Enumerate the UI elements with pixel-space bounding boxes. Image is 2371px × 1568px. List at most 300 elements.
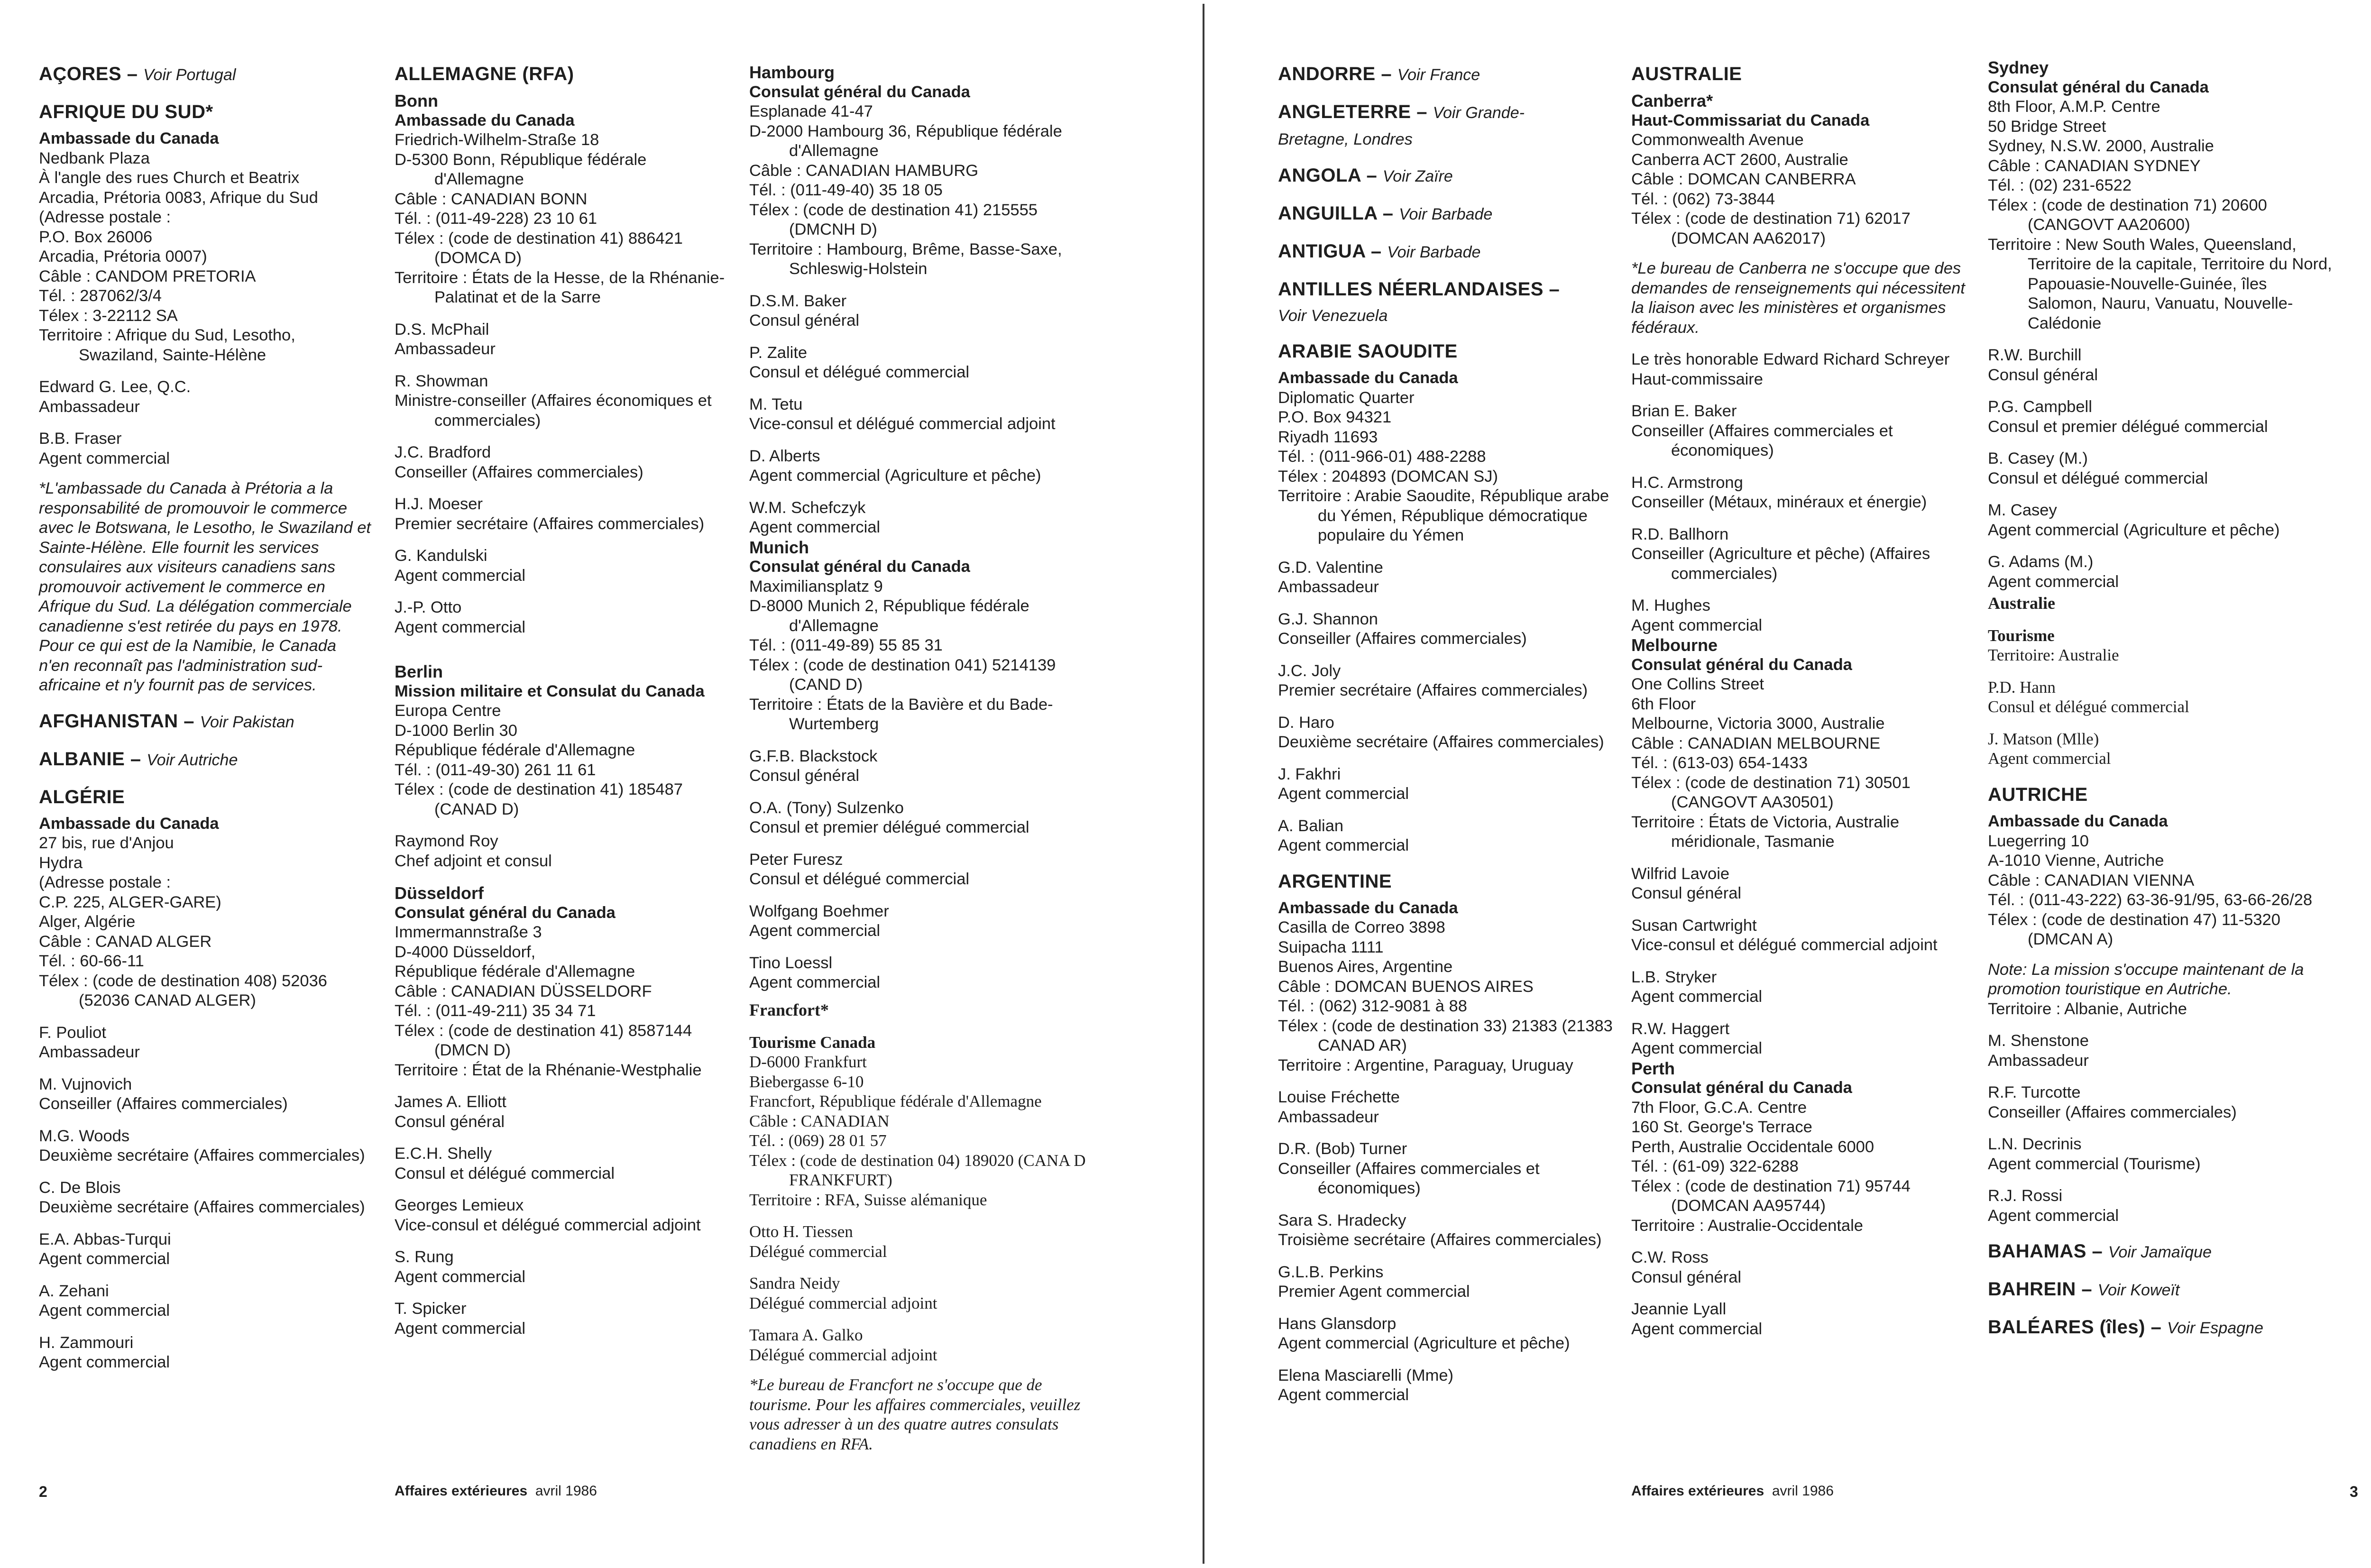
entry-line: Troisième secrétaire (Affaires commerciales) bbox=[1278, 1231, 1602, 1249]
spacer bbox=[1278, 597, 1619, 610]
spacer bbox=[749, 734, 1091, 747]
spacer bbox=[39, 1269, 371, 1282]
entry-line: Agent commercial bbox=[395, 1267, 526, 1286]
entry-line: Agent commercial bbox=[39, 1302, 170, 1320]
spacer bbox=[1988, 717, 2339, 729]
entry-line: Agent commercial bbox=[1988, 1206, 2119, 1225]
entry-line: O.A. (Tony) Sulzenko bbox=[749, 798, 904, 817]
spacer bbox=[39, 1114, 371, 1127]
entry-line: Tél. : (011-966-01) 488-2288 bbox=[1278, 448, 1486, 466]
entry-line: Délégué commercial adjoint bbox=[749, 1345, 937, 1364]
footer-publication: Affaires extérieures bbox=[395, 1483, 528, 1499]
spacer bbox=[749, 1313, 1091, 1325]
spacer bbox=[749, 1210, 1091, 1222]
entry-line: Louise Fréchette bbox=[1278, 1088, 1400, 1106]
country-heading bbox=[1988, 783, 2339, 806]
post-title: Ambassade du Canada bbox=[39, 814, 219, 833]
country-name: AÇORES bbox=[39, 64, 122, 84]
entry-line: Sandra Neidy bbox=[749, 1274, 840, 1293]
spacer bbox=[1278, 1354, 1619, 1366]
spacer bbox=[1278, 1075, 1619, 1088]
entry-line: F. Pouliot bbox=[39, 1023, 106, 1042]
cross-reference: Voir Barbade bbox=[1399, 205, 1493, 223]
entry-line: Diplomatic Quarter bbox=[1278, 388, 1415, 407]
entry-line: Consul et délégué commercial bbox=[749, 870, 970, 888]
entry-line: 6th Floor bbox=[1631, 695, 1696, 713]
spacer bbox=[1278, 1127, 1619, 1139]
spacer bbox=[749, 279, 1091, 292]
spacer bbox=[39, 417, 371, 429]
country-name: AFRIQUE DU SUD* bbox=[39, 101, 213, 122]
left-column-2 bbox=[395, 63, 731, 1339]
spacer bbox=[749, 486, 1091, 498]
entry-line: Tél. : (011-49-40) 35 18 05 bbox=[749, 181, 943, 199]
entry-line: Nedbank Plaza bbox=[39, 149, 150, 167]
entry-line: Consul général bbox=[1631, 884, 1742, 902]
country-name: ALLEMAGNE (RFA) bbox=[395, 64, 574, 84]
entry-line: Raymond Roy bbox=[395, 832, 498, 850]
entry-line: Agent commercial (Agriculture et pêche) bbox=[1278, 1334, 1570, 1352]
spacer bbox=[395, 586, 731, 598]
entry-line: P. Zalite bbox=[749, 343, 808, 362]
spacer bbox=[39, 1321, 371, 1333]
entry-line: Télex : (code de destination 41) 185487 (CANAD D) bbox=[395, 780, 683, 818]
entry-line: Sara S. Hradecky bbox=[1278, 1211, 1406, 1229]
cross-reference: Voir Espagne bbox=[2167, 1319, 2263, 1337]
entry-line: Territoire : Australie-Occidentale bbox=[1631, 1216, 1863, 1235]
spacer bbox=[395, 637, 731, 650]
entry-line: Télex : (code de destination 41) 215555 (DMCNH D) bbox=[749, 201, 1038, 238]
entry-line: C.W. Ross bbox=[1631, 1248, 1709, 1266]
entry-line: Territoire : Afrique du Sud, Lesotho, Swaziland, Sainte-Hélène bbox=[39, 326, 295, 364]
entry-line: Télex : (code de destination 71) 95744 (DOMCAN AA95744) bbox=[1631, 1177, 1911, 1215]
spacer bbox=[39, 1166, 371, 1178]
entry-line: Télex : (code de destination 47) 11-5320 (DMCAN A) bbox=[1988, 910, 2280, 948]
entry-line: Consul et premier délégué commercial bbox=[749, 818, 1029, 836]
entry-line: Agent commercial bbox=[39, 1353, 170, 1371]
entry-line: 8th Floor, A.M.P. Centre bbox=[1988, 98, 2160, 116]
entry-line: M. Tetu bbox=[749, 395, 803, 413]
city-heading: Düsseldorf bbox=[395, 883, 484, 903]
post-title: Haut-Commissariat du Canada bbox=[1631, 111, 1870, 129]
entry-line: Câble : CANADIAN SYDNEY bbox=[1988, 156, 2201, 175]
spacer bbox=[39, 1218, 371, 1230]
entry-line: Luegerring 10 bbox=[1988, 832, 2089, 850]
cross-reference: Voir Zaïre bbox=[1382, 167, 1453, 185]
spacer bbox=[395, 1287, 731, 1299]
entry-line: Agent commercial bbox=[1278, 836, 1409, 854]
entry-line: 7th Floor, G.C.A. Centre bbox=[1631, 1098, 1807, 1117]
cross-reference: Voir Jamaïque bbox=[2108, 1243, 2212, 1261]
post-title: Ambassade du Canada bbox=[39, 129, 219, 147]
country-name: BAHREIN bbox=[1988, 1279, 2076, 1300]
entry-line: Hydra bbox=[39, 853, 83, 872]
entry-line: D-8000 Munich 2, République fédérale d'Allemagne bbox=[749, 597, 1029, 635]
entry-line: One Collins Street bbox=[1631, 675, 1764, 693]
entry-line: Susan Cartwright bbox=[1631, 916, 1757, 935]
entry-line: Télex : 3-22112 SA bbox=[39, 306, 178, 325]
entry-line: Câble : CANADIAN DÜSSELDORF bbox=[395, 982, 652, 1000]
spacer bbox=[1988, 665, 2339, 678]
entry-line: Chef adjoint et consul bbox=[395, 852, 552, 870]
city-heading: Canberra* bbox=[1631, 91, 1713, 110]
entry-line: Territoire : État de la Rhénanie-Westphalie bbox=[395, 1061, 702, 1079]
entry-line: Riyadh 11693 bbox=[1278, 428, 1378, 446]
country-heading: ALBANIE – Voir Autriche bbox=[39, 748, 238, 770]
entry-line: Territoire: Australie bbox=[1988, 646, 2119, 664]
spacer bbox=[395, 871, 731, 883]
spacer bbox=[395, 819, 731, 832]
country-name: ALGÉRIE bbox=[39, 786, 125, 807]
entry-line: D-6000 Frankfurt bbox=[749, 1053, 867, 1071]
entry-line: M. Hughes bbox=[1631, 596, 1710, 614]
country-heading: BALÉARES (îles) – Voir Espagne bbox=[1988, 1317, 2263, 1338]
entry-line: Arcadia, Prétoria 0007) bbox=[39, 248, 207, 266]
entry-line: Edward G. Lee, Q.C. bbox=[39, 378, 191, 396]
page-gutter bbox=[1203, 4, 1204, 1564]
cross-reference: Voir Venezuela bbox=[1278, 306, 1388, 325]
cross-reference: Bretagne, Londres bbox=[1278, 130, 1413, 148]
spacer bbox=[395, 650, 731, 662]
entry-line: M. Casey bbox=[1988, 501, 2057, 519]
entry-line: James A. Elliott bbox=[395, 1093, 506, 1111]
post-title: Consulat général du Canada bbox=[749, 558, 970, 576]
spacer bbox=[1988, 1174, 2339, 1186]
entry-line: Câble : DOMCAN BUENOS AIRES bbox=[1278, 977, 1534, 996]
entry-line: Ambassadeur bbox=[1278, 1108, 1379, 1126]
entry-line: Câble : CANADIAN HAMBURG bbox=[749, 161, 979, 180]
entry-line: Agent commercial bbox=[39, 1250, 170, 1268]
spacer bbox=[1988, 1122, 2339, 1135]
spacer bbox=[1631, 1287, 1973, 1300]
country-heading bbox=[1278, 340, 1619, 363]
footer-date: avril 1986 bbox=[535, 1483, 597, 1499]
entry-line: D. Haro bbox=[1278, 713, 1334, 732]
spacer bbox=[1278, 1302, 1619, 1314]
footer-publication: Affaires extérieures bbox=[1631, 1483, 1764, 1499]
entry-line: C.P. 225, ALGER-GARE) bbox=[39, 893, 221, 911]
left-column-3-frankfurt bbox=[749, 1000, 1091, 1454]
entry-line: Agent commercial (Agriculture et pêche) bbox=[749, 467, 1041, 485]
country-name: ARABIE SAOUDITE bbox=[1278, 341, 1458, 362]
spacer bbox=[1988, 333, 2339, 346]
left-column-1 bbox=[39, 63, 371, 1373]
entry-line: Brian E. Baker bbox=[1631, 402, 1737, 420]
country-name: ANTILLES NÉERLANDAISES – bbox=[1278, 278, 1560, 300]
post-title: Consulat général du Canada bbox=[395, 903, 616, 922]
entry-line: Elena Masciarelli (Mme) bbox=[1278, 1366, 1453, 1385]
entry-line: Casilla de Correo 3898 bbox=[1278, 918, 1445, 936]
cross-reference: Voir Portugal bbox=[143, 66, 236, 84]
spacer bbox=[749, 434, 1091, 447]
entry-line: Agent commercial bbox=[1988, 572, 2119, 591]
entry-line: Ambassadeur bbox=[1988, 1051, 2089, 1070]
entry-line: Territoire : Arabie Saoudite, République arabe du Yémen, République démocratique populaire du Yémen bbox=[1278, 487, 1609, 544]
right-column-3-tourisme bbox=[1988, 594, 2339, 769]
entry-line: Tino Loessl bbox=[749, 954, 833, 972]
entry-line: E.A. Abbas-Turqui bbox=[39, 1230, 171, 1248]
right-column-3-autriche bbox=[1988, 783, 2339, 1345]
entry-line: À l'angle des rues Church et Beatrix bbox=[39, 169, 300, 187]
entry-line: Télex : 204893 (DOMCAN SJ) bbox=[1278, 467, 1498, 486]
entry-line: J. Fakhri bbox=[1278, 765, 1341, 783]
spacer bbox=[1988, 1019, 2339, 1031]
entry-line: Vice-consul et délégué commercial adjoint bbox=[749, 415, 1056, 433]
entry-line: Tél. : (011-43-222) 63-36-91/95, 63-66-26/28 bbox=[1988, 891, 2313, 909]
entry-line: Agent commercial bbox=[1988, 749, 2111, 768]
entry-line: D.S. McPhail bbox=[395, 320, 489, 339]
entry-line: Territoire : États de la Bavière et du Bade-Wurtemberg bbox=[749, 695, 1053, 733]
footer-date: avril 1986 bbox=[1772, 1483, 1834, 1499]
entry-line: C. De Blois bbox=[39, 1178, 121, 1197]
spacer bbox=[395, 1235, 731, 1247]
spacer bbox=[1631, 852, 1973, 864]
post-title: Consulat général du Canada bbox=[1631, 655, 1852, 674]
entry-line: Deuxième secrétaire (Affaires commerciales) bbox=[39, 1198, 365, 1216]
entry-line: Consul et premier délégué commercial bbox=[1988, 417, 2268, 436]
entry-line: Agent commercial bbox=[749, 973, 881, 991]
spacer bbox=[1988, 1071, 2339, 1083]
entry-line: Conseiller (Affaires commerciales et économiques) bbox=[1278, 1159, 1540, 1197]
entry-line: Premier secrétaire (Affaires commerciales) bbox=[395, 514, 705, 533]
entry-line: Suipacha 1111 bbox=[1278, 938, 1384, 956]
entry-line: W.M. Schefczyk bbox=[749, 498, 866, 517]
entry-line: L.N. Decrinis bbox=[1988, 1135, 2082, 1153]
entry-line: Territoire : États de Victoria, Australie méridionale, Tasmanie bbox=[1631, 813, 1900, 851]
entry-line: Agent commercial bbox=[1278, 785, 1409, 803]
page-number-left: 2 bbox=[39, 1483, 47, 1500]
country-heading bbox=[1278, 870, 1619, 893]
spacer bbox=[1278, 546, 1619, 558]
entry-line: (Adresse postale : bbox=[39, 208, 171, 226]
entry-line: Consul général bbox=[1631, 1268, 1742, 1286]
entry-line: Câble : CANADIAN BONN bbox=[395, 190, 588, 208]
entry-line: Ambassadeur bbox=[395, 340, 496, 358]
entry-line: Vice-consul et délégué commercial adjoint bbox=[1631, 936, 1938, 954]
country-heading: AÇORES – Voir Portugal bbox=[39, 64, 236, 84]
entry-line: J. Matson (Mlle) bbox=[1988, 729, 2099, 748]
entry-line: H.C. Armstrong bbox=[1631, 473, 1743, 492]
country-name: BAHAMAS bbox=[1988, 1241, 2086, 1262]
spacer bbox=[1278, 804, 1619, 816]
entry-line: Télex : (code de destination 71) 30501 (CANGOVT AA30501) bbox=[1631, 773, 1911, 811]
entry-line: Ambassadeur bbox=[1278, 578, 1379, 596]
footnote: *Le bureau de Francfort ne s'occupe que de tourisme. Pour les affaires commerciales, veuillez vous adresser à un des quatre autres consulats canadiens en RFA. bbox=[749, 1375, 1081, 1453]
entry-line: Câble : CANDOM PRETORIA bbox=[39, 267, 256, 285]
country-heading: AFGHANISTAN – Voir Pakistan bbox=[39, 710, 294, 732]
entry-line: Agent commercial bbox=[1631, 1320, 1763, 1338]
entry-line: D. Alberts bbox=[749, 447, 820, 465]
entry-line: Télex : (code de destination 04) 189020 (CANA D FRANKFURT) bbox=[749, 1151, 1086, 1189]
country-name: BALÉARES (îles) bbox=[1988, 1317, 2145, 1338]
spacer bbox=[749, 889, 1091, 902]
spacer bbox=[1988, 385, 2339, 397]
entry-line: Agent commercial bbox=[1631, 988, 1763, 1006]
entry-line: Agent commercial bbox=[1278, 1386, 1409, 1404]
entry-line: Consul général bbox=[395, 1112, 505, 1131]
entry-line: R.D. Ballhorn bbox=[1631, 525, 1729, 543]
note: Note: La mission s'occupe maintenant de la promotion touristique en Autriche. bbox=[1988, 960, 2304, 998]
entry-line: Vice-consul et délégué commercial adjoint bbox=[395, 1216, 701, 1234]
entry-line: Télex : (code de destination 41) 886421 (DOMCA D) bbox=[395, 229, 683, 267]
footer-right bbox=[1631, 1483, 1834, 1499]
entry-line: Conseiller (Affaires commerciales) bbox=[1278, 630, 1527, 648]
country-heading bbox=[395, 63, 731, 85]
country-heading bbox=[39, 101, 371, 123]
entry-line: Agent commercial bbox=[395, 1319, 526, 1338]
entry-line: Tél. : (61-09) 322-6288 bbox=[1631, 1157, 1799, 1175]
entry-line: E.C.H. Shelly bbox=[395, 1145, 492, 1163]
entry-line: Friedrich-Wilhelm-Straße 18 bbox=[395, 131, 599, 149]
entry-line: G.F.B. Blackstock bbox=[749, 747, 878, 765]
entry-line: Consul et délégué commercial bbox=[1988, 697, 2189, 716]
entry-line: Ministre-conseiller (Affaires économiques et commerciales) bbox=[395, 392, 712, 430]
country-name: AFGHANISTAN bbox=[39, 710, 178, 732]
spacer bbox=[1278, 701, 1619, 713]
entry-line: Câble : DOMCAN CANBERRA bbox=[1631, 170, 1856, 188]
entry-line: R. Showman bbox=[395, 372, 488, 390]
post-title: Mission militaire et Consulat du Canada bbox=[395, 682, 705, 700]
city-heading: Sydney bbox=[1988, 58, 2049, 77]
entry-line: G. Adams (M.) bbox=[1988, 553, 2094, 571]
spacer bbox=[395, 482, 731, 495]
country-heading: ANGUILLA – Voir Barbade bbox=[1278, 202, 1493, 224]
entry-line: P.O. Box 26006 bbox=[39, 228, 153, 246]
spacer bbox=[39, 1011, 371, 1023]
post-title: Ambassade du Canada bbox=[1988, 812, 2168, 830]
entry-line: M.G. Woods bbox=[39, 1127, 130, 1145]
spacer bbox=[749, 838, 1091, 850]
entry-line: Agent commercial bbox=[749, 518, 881, 536]
spacer bbox=[1631, 338, 1973, 350]
spacer bbox=[1988, 540, 2339, 552]
city-heading: Francfort* bbox=[749, 1000, 829, 1019]
spacer bbox=[749, 941, 1091, 954]
entry-line: Délégué commercial adjoint bbox=[749, 1293, 937, 1312]
entry-line: Tél. : (011-49-228) 23 10 61 bbox=[395, 210, 597, 228]
entry-line: Consul et délégué commercial bbox=[1988, 469, 2208, 487]
page-number-right: 3 bbox=[2350, 1483, 2358, 1500]
entry-line: R.F. Turcotte bbox=[1988, 1083, 2081, 1101]
entry-line: Délégué commercial bbox=[749, 1242, 887, 1261]
entry-line: 50 Bridge Street bbox=[1988, 117, 2106, 136]
entry-line: Agent commercial bbox=[395, 566, 526, 585]
entry-line: D-5300 Bonn, République fédérale d'Allemagne bbox=[395, 150, 647, 188]
entry-line: Conseiller (Agriculture et pêche) (Affaires commerciales) bbox=[1631, 545, 1930, 583]
country-heading: ANTIGUA – Voir Barbade bbox=[1278, 240, 1481, 262]
entry-line: Télex : (code de destination 408) 52036 (52036 CANAD ALGER) bbox=[39, 972, 327, 1009]
entry-line: Tamara A. Galko bbox=[749, 1326, 863, 1344]
spacer bbox=[1278, 1199, 1619, 1211]
post-title: Ambassade du Canada bbox=[1278, 899, 1458, 917]
post-title: Consulat général du Canada bbox=[1988, 78, 2209, 96]
entry-line: Tél. : (062) 73-3844 bbox=[1631, 190, 1775, 208]
entry-line: Consul général bbox=[749, 767, 860, 785]
spacer bbox=[1631, 584, 1973, 596]
entry-line: D-1000 Berlin 30 bbox=[395, 721, 517, 740]
entry-line: Tél. : (613-03) 654-1433 bbox=[1631, 754, 1808, 772]
country-heading: ANGLETERRE – Voir Grande- bbox=[1278, 101, 1525, 122]
entry-line: Tél. : 287062/3/4 bbox=[39, 287, 162, 305]
entry-line: A. Balian bbox=[1278, 816, 1344, 835]
spacer bbox=[395, 359, 731, 372]
cross-reference: Voir Koweït bbox=[2097, 1281, 2180, 1299]
cross-reference: Voir Grande- bbox=[1433, 104, 1525, 122]
entry-line: Francfort, République fédérale d'Allemagne bbox=[749, 1092, 1042, 1110]
country-name: ANTIGUA bbox=[1278, 240, 1366, 262]
spacer bbox=[1631, 461, 1973, 473]
entry-line: Télex : (code de destination 41) 8587144 (DMCN D) bbox=[395, 1021, 692, 1059]
city-heading: Australie bbox=[1988, 594, 2055, 613]
city-heading: Perth bbox=[1631, 1058, 1675, 1078]
spacer bbox=[1278, 1250, 1619, 1263]
country-heading bbox=[1631, 63, 1973, 85]
spacer bbox=[749, 383, 1091, 395]
entry-line: R.J. Rossi bbox=[1988, 1187, 2063, 1205]
city-heading: Munich bbox=[749, 537, 809, 557]
spacer bbox=[395, 1132, 731, 1144]
entry-line: T. Spicker bbox=[395, 1300, 467, 1318]
spacer bbox=[1631, 904, 1973, 916]
country-name: AUTRICHE bbox=[1988, 784, 2088, 805]
entry-line: A-1010 Vienne, Autriche bbox=[1988, 852, 2164, 870]
country-heading bbox=[1278, 278, 1619, 301]
city-heading: Melbourne bbox=[1631, 635, 1718, 655]
spacer bbox=[39, 365, 371, 377]
entry-line: Tél. : (011-49-30) 261 11 61 bbox=[395, 761, 596, 779]
entry-line: R.W. Haggert bbox=[1631, 1019, 1730, 1038]
entry-line: Télex : (code de destination 041) 5214139 (CAND D) bbox=[749, 656, 1056, 694]
entry-line: Territoire : États de la Hesse, de la Rhénanie-Palatinat et de la Sarre bbox=[395, 268, 725, 306]
entry-line: Territoire : RFA, Suisse alémanique bbox=[749, 1190, 987, 1209]
spacer bbox=[395, 1080, 731, 1092]
entry-line: Deuxième secrétaire (Affaires commerciales) bbox=[39, 1146, 365, 1165]
entry-line: P.G. Campbell bbox=[1988, 398, 2092, 416]
spacer bbox=[1631, 1236, 1973, 1248]
entry-line: Conseiller (Affaires commerciales) bbox=[1988, 1103, 2237, 1121]
cross-reference: Voir Pakistan bbox=[200, 713, 294, 731]
entry-line: Tél. : (011-49-211) 35 34 71 bbox=[395, 1002, 596, 1020]
entry-line: République fédérale d'Allemagne bbox=[395, 963, 635, 981]
right-column-2 bbox=[1631, 63, 1973, 1339]
spacer bbox=[1278, 649, 1619, 661]
footnote: *Le bureau de Canberra ne s'occupe que des demandes de renseignements qui nécessitent la liaison avec les ministères et organismes fédéraux. bbox=[1631, 259, 1965, 337]
entry-line: 160 St. George's Terrace bbox=[1631, 1118, 1812, 1136]
spacer bbox=[1278, 752, 1619, 765]
spacer bbox=[1988, 614, 2339, 626]
entry-line: Esplanade 41-47 bbox=[749, 102, 873, 120]
country-heading: ANGOLA – Voir Zaïre bbox=[1278, 165, 1453, 186]
entry-line: M. Shenstone bbox=[1988, 1032, 2089, 1050]
spacer bbox=[749, 331, 1091, 343]
cross-reference: Voir France bbox=[1397, 66, 1480, 84]
entry-line: Tél. : (02) 231-6522 bbox=[1988, 176, 2132, 194]
entry-line: P.O. Box 94321 bbox=[1278, 408, 1392, 426]
country-name: ALBANIE bbox=[39, 748, 125, 770]
country-heading: BAHAMAS – Voir Jamaïque bbox=[1988, 1241, 2212, 1262]
entry-line: Agent commercial (Agriculture et pêche) bbox=[1988, 521, 2280, 539]
entry-line: Alger, Algérie bbox=[39, 913, 136, 931]
entry-line: Haut-commissaire bbox=[1631, 370, 1763, 388]
spacer bbox=[749, 1020, 1091, 1033]
entry-line: H. Zammouri bbox=[39, 1333, 134, 1352]
entry-line: B. Casey (M.) bbox=[1988, 449, 2088, 468]
entry-line: M. Vujnovich bbox=[39, 1075, 132, 1093]
country-heading: BAHREIN – Voir Koweït bbox=[1988, 1279, 2180, 1300]
entry-line: Territoire : Albanie, Autriche bbox=[1988, 999, 2187, 1018]
city-heading: Bonn bbox=[395, 91, 438, 110]
post-title: Tourisme bbox=[1988, 626, 2055, 645]
